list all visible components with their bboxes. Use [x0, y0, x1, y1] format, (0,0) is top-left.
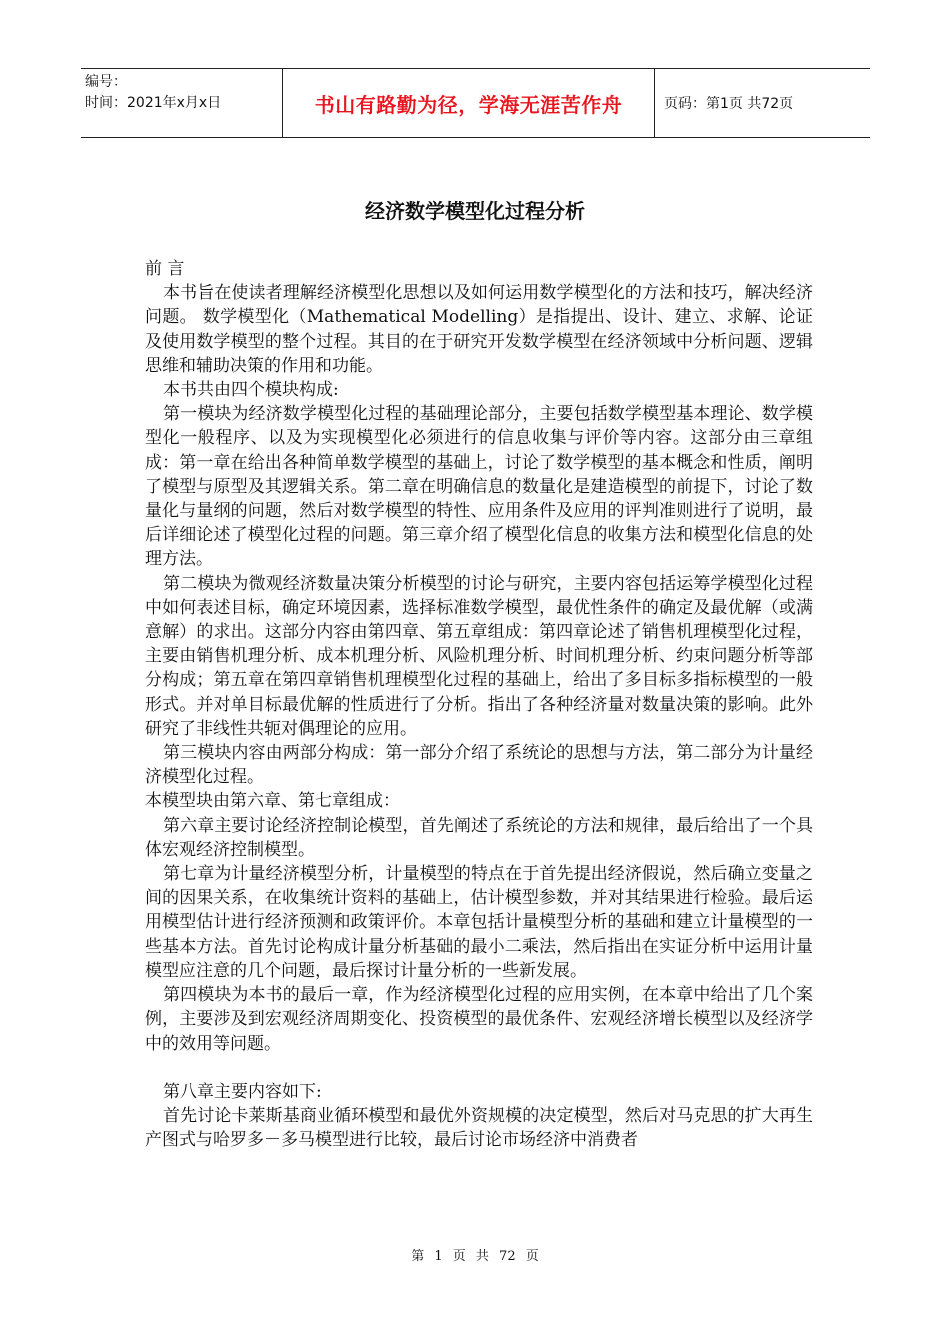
page-header: [81, 68, 870, 138]
paragraph: 本模型块由第六章、第七章组成：: [145, 791, 400, 812]
time-label: 时间：2021年x月x日: [85, 95, 222, 111]
paragraph: 第一模块为经济数学模型化过程的基础理论部分，主要包括数学模型基本理论、数学模型化一般程序、以及为实现模型化必须进行的信息收集与评价等内容。这部分由三章组成：第一章在给出各种简单数学模型的基础上，讨论了数学模型的基本概念和性质，阐明了模型与原型及其逻辑关系。第二章在明确信息的数量化是建造模型的前提下，讨论了数量化与量纲的问题，然后对数学模型的特性、应用条件及应用的评判准则进行了说明，最后详细论述了模型化过程的问题。第三章介绍了模型化信息的收集方法和模型化信息的处理方法。: [145, 404, 813, 570]
paragraph: 首先讨论卡莱斯基商业循环模型和最优外资规模的决定模型，然后对马克思的扩大再生产图式与哈罗多－多马模型进行比较，最后讨论市场经济中消费者: [145, 1106, 813, 1151]
paragraph: 第二模块为微观经济数量决策分析模型的讨论与研究，主要内容包括运筹学模型化过程中如何表述目标，确定环境因素，选择标准数学模型，最优性条件的确定及最优解（或满意解）的求出。这部分内容由第四章、第五章组成：第四章论述了销售机理模型化过程，主要由销售机理分析、成本机理分析、风险机理分析、时间机理分析、约束问题分析等部分构成；第五章在第四章销售机理模型化过程的基础上，给出了多目标多指标模型的一般形式。并对单目标最优解的性质进行了分析。指出了各种经济量对数量决策的影响。此外研究了非线性共轭对偶理论的应用。: [145, 573, 813, 739]
paragraph: 第八章主要内容如下:: [163, 1081, 322, 1102]
document-title: 经济数学模型化过程分析: [365, 199, 585, 223]
paragraph: 本书旨在使读者理解经济模型化思想以及如何运用数学模型化的方法和技巧，解决经济问题。 数学模型化（Mathematical Modelling）是指提出、设计、建立、求解、论证及使用数学模型的整个过程。其目的在于研究开发数学模型在经济领域中分析问题、逻辑思维和辅助决策的作用和功能。: [145, 283, 813, 376]
preface-heading: 前 言: [145, 259, 185, 279]
paragraph: 第三模块内容由两部分构成：第一部分介绍了系统论的思想与方法，第二部分为计量经济模型化过程。: [145, 743, 813, 788]
paragraph: 本书共由四个模块构成:: [163, 380, 339, 401]
paragraph: 第四模块为本书的最后一章，作为经济模型化过程的应用实例，在本章中给出了几个案例，主要涉及到宏观经济周期变化、投资模型的最优条件、宏观经济增长模型以及经济学中的效用等问题。: [145, 985, 813, 1054]
header-motto: 书山有路勤为径，学海无涯苦作舟: [282, 69, 655, 137]
serial-label: 编号：: [85, 74, 127, 90]
paragraph: 第七章为计量经济模型分析，计量模型的特点在于首先提出经济假说，然后确立变量之间的因果关系，在收集统计资料的基础上，估计模型参数，并对其结果进行检验。最后运用模型估计进行经济预测和政策评价。本章包括计量模型分析的基础和建立计量模型的一些基本方法。首先讨论构成计量分析基础的最小二乘法，然后指出在实证分析中运用计量模型应注意的几个问题，最后探讨计量分析的一些新发展。: [145, 864, 813, 981]
page-footer: 第 1 页 共 72 页: [411, 1249, 539, 1264]
header-meta: [81, 69, 282, 137]
blank-line: [145, 1056, 813, 1080]
header-page-info: 页码：第1页 共72页: [664, 96, 794, 112]
document-body: [145, 257, 813, 1153]
paragraph: 第六章主要讨论经济控制论模型，首先阐述了系统论的方法和规律，最后给出了一个具体宏观经济控制模型。: [145, 815, 813, 860]
